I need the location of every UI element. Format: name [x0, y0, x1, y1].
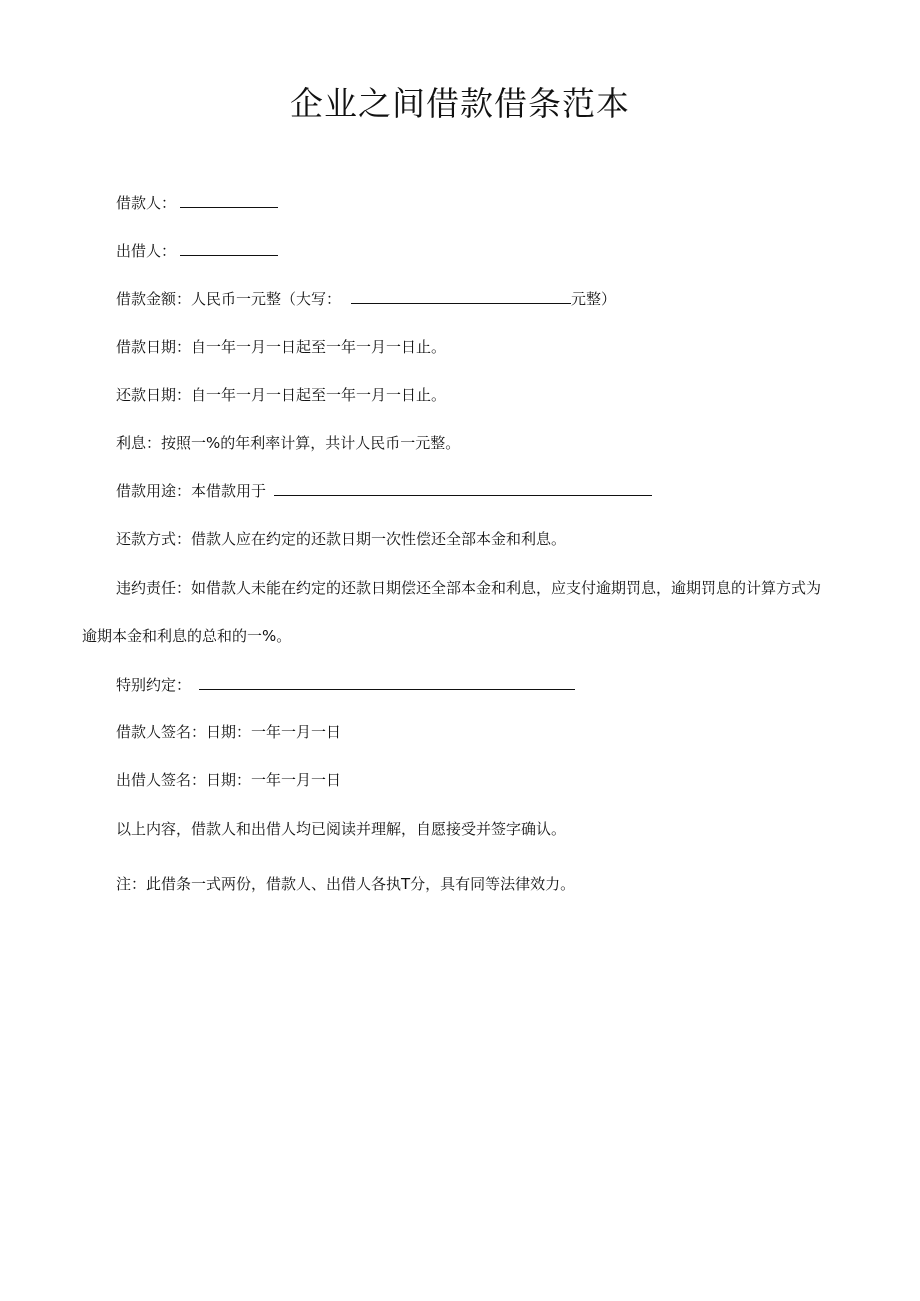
special-line	[116, 675, 575, 695]
borrower-sign-line: 借款人签名：日期：一年一月一日	[116, 723, 342, 741]
borrower-blank	[180, 193, 278, 208]
amount-prefix: 借款金额：人民币一元整（大写：	[116, 290, 342, 308]
borrower-line	[116, 193, 278, 213]
borrower-label: 借款人：	[116, 194, 177, 212]
amount-blank	[351, 289, 571, 304]
amount-line	[116, 289, 616, 309]
lender-blank	[180, 241, 278, 256]
repay-method-line: 还款方式：借款人应在约定的还款日期一次性偿还全部本金和利息。	[116, 530, 567, 548]
lender-line	[116, 241, 278, 261]
special-blank	[199, 675, 575, 690]
breach-line-1: 违约责任：如借款人未能在约定的还款日期偿还全部本金和利息，应支付逾期罚息，逾期罚息的计算方式为	[116, 579, 822, 597]
repay-date-line: 还款日期：自一年一月一日起至一年一月一日止。	[116, 386, 447, 404]
purpose-blank	[274, 481, 652, 496]
lender-sign-line: 出借人签名：日期：一年一月一日	[116, 771, 342, 789]
special-label: 特别约定：	[116, 676, 192, 694]
confirm-line: 以上内容，借款人和出借人均已阅读并理解，自愿接受并签字确认。	[116, 820, 567, 838]
purpose-label: 借款用途：本借款用于	[116, 482, 267, 500]
amount-suffix: 元整）	[571, 290, 617, 308]
breach-line-2: 逾期本金和利息的总和的一%。	[82, 627, 292, 645]
interest-line: 利息：按照一%的年利率计算，共计人民币一元整。	[116, 434, 461, 452]
purpose-line	[116, 481, 652, 501]
lender-label: 出借人：	[116, 242, 177, 260]
loan-date-line: 借款日期：自一年一月一日起至一年一月一日止。	[116, 338, 447, 356]
note-line: 注：此借条一式两份，借款人、出借人各执T分，具有同等法律效力。	[116, 875, 576, 893]
document-title: 企业之间借款借条范本	[290, 84, 630, 123]
